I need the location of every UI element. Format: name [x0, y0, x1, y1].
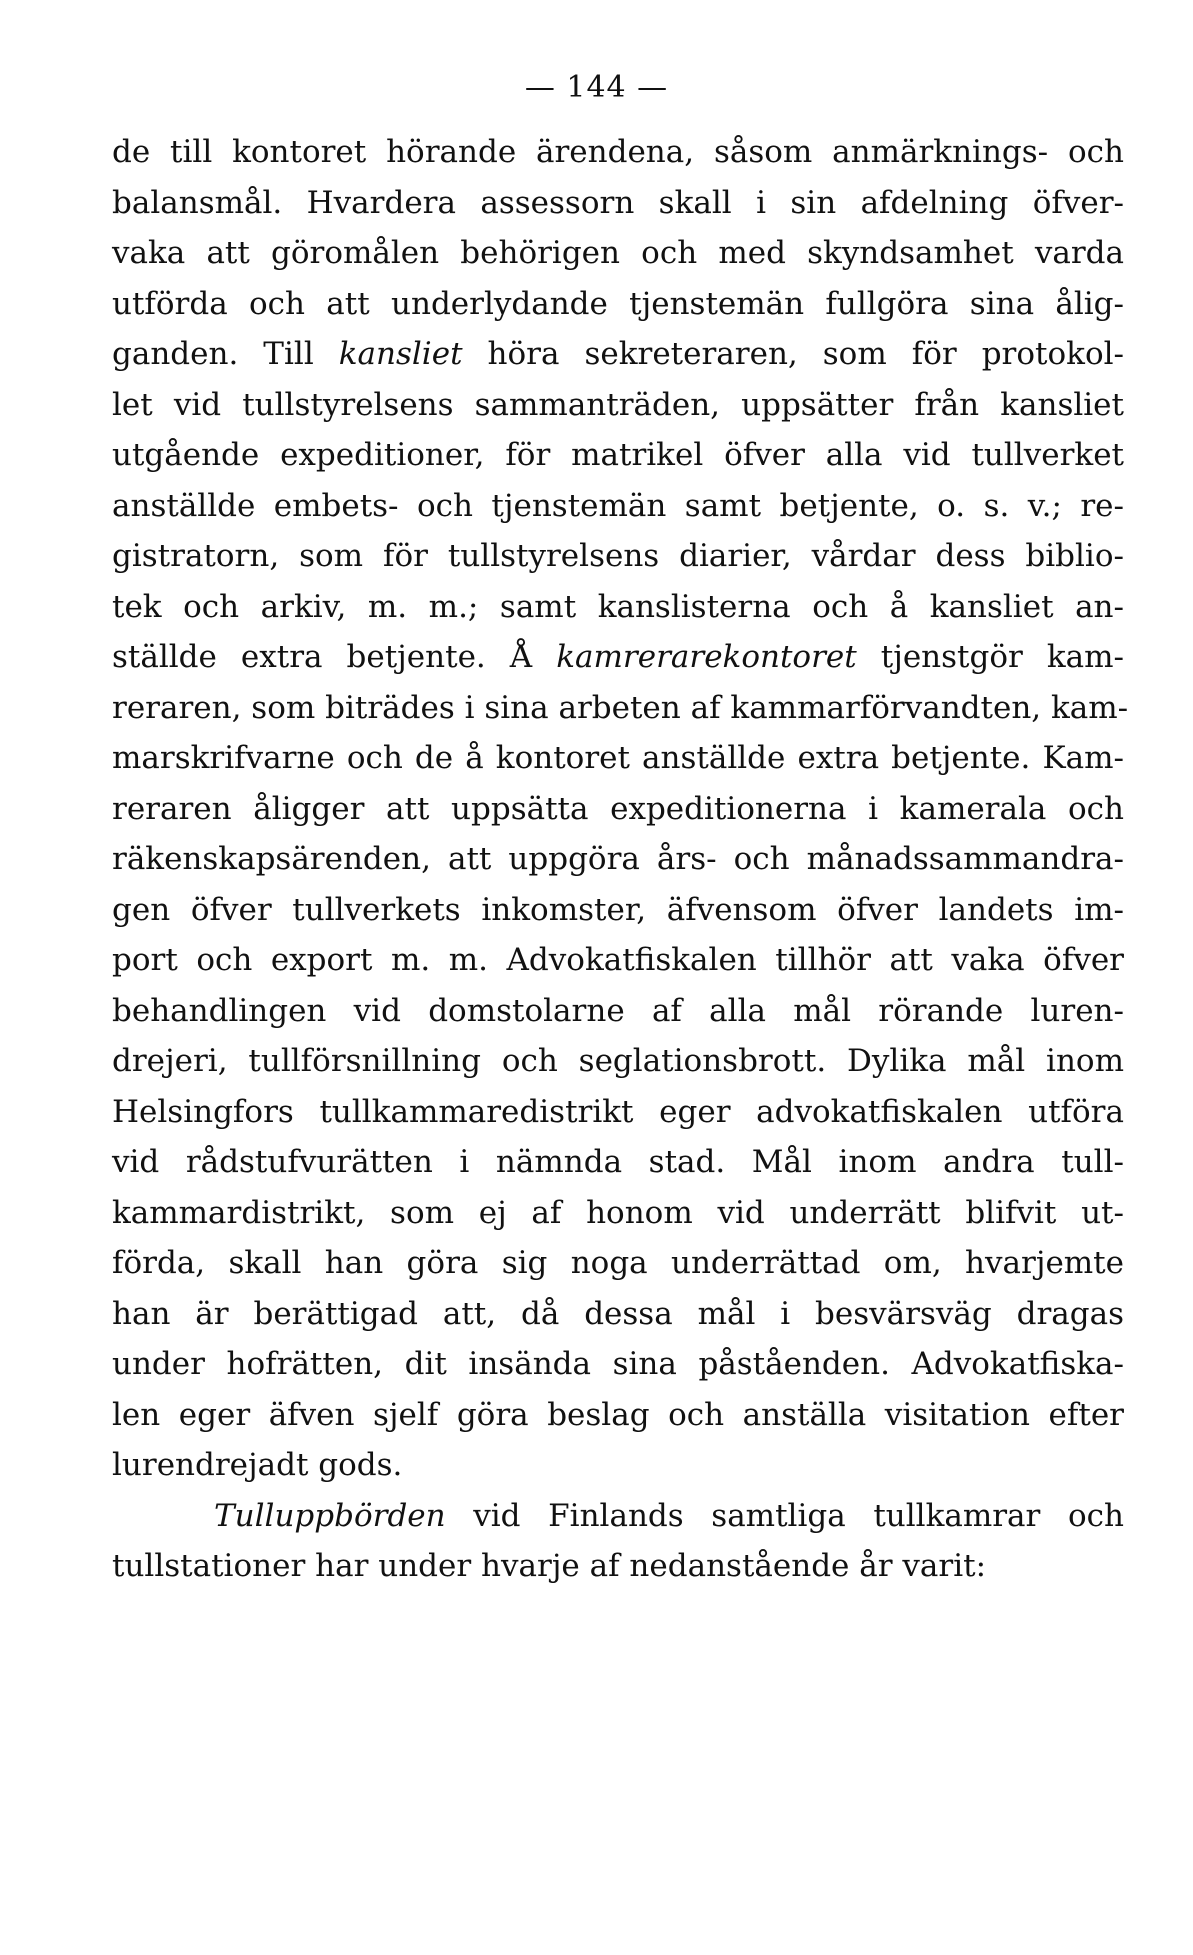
text-segment: vid rådstufvurätten i nämnda stad. Mål inom andra tull-	[112, 1144, 1124, 1180]
text-line	[112, 1440, 1124, 1491]
text-segment: reraren, som biträdes i sina arbeten af kammarförvandten, kam-	[112, 689, 1129, 726]
text-line	[112, 1036, 1124, 1087]
text-line	[112, 1491, 1124, 1542]
text-segment: de till kontoret hörande ärendena, såsom anmärknings- och	[112, 134, 1124, 170]
text-segment: ställde extra betjente. Å	[112, 639, 557, 675]
text-line	[112, 733, 1124, 784]
text-line	[112, 481, 1124, 532]
text-segment: tullstationer har under hvarje af nedanstående år varit:	[112, 1548, 987, 1584]
text-line	[112, 127, 1124, 178]
text-segment: utförda och att underlydande tjenstemän fullgöra sina ålig-	[112, 285, 1124, 322]
text-segment: förda, skall han göra sig noga underrättad om, hvarjemte	[112, 1245, 1124, 1281]
text-line	[112, 380, 1124, 431]
text-line	[112, 531, 1124, 582]
text-line	[112, 1188, 1124, 1239]
text-segment: len eger äfven sjelf göra beslag och anställa visitation efter	[112, 1396, 1124, 1433]
text-segment: anställde embets- och tjenstemän samt betjente, o. s. v.; re-	[112, 487, 1124, 524]
text-segment: gen öfver tullverkets inkomster, äfvensom öfver landets im-	[112, 891, 1124, 928]
text-line	[112, 582, 1124, 633]
text-line	[112, 1339, 1124, 1390]
text-line	[112, 784, 1124, 835]
text-line	[112, 1137, 1124, 1188]
text-line	[112, 279, 1124, 330]
text-segment: gistratorn, som för tullstyrelsens diarier, vårdar dess biblio-	[112, 538, 1124, 574]
text-line	[112, 430, 1124, 481]
text-line	[112, 178, 1124, 229]
text-segment: räkenskapsärenden, att uppgöra års- och månadssammandra-	[112, 841, 1124, 877]
text-line	[112, 1541, 1124, 1592]
italic-term: kamrerarekontoret	[556, 639, 857, 675]
text-line	[112, 683, 1129, 734]
text-line	[112, 1390, 1124, 1441]
text-segment: vaka att göromålen behörigen och med skyndsamhet varda	[112, 235, 1124, 271]
text-segment: drejeri, tullförsnillning och seglationsbrott. Dylika mål inom	[112, 1043, 1124, 1079]
text-segment: let vid tullstyrelsens sammanträden, uppsätter från kansliet	[112, 386, 1124, 423]
text-segment: port och export m. m. Advokatfiskalen tillhör att vaka öfver	[112, 942, 1124, 978]
text-segment: Helsingfors tullkammaredistrikt eger advokatfiskalen utföra	[112, 1093, 1124, 1130]
body-text	[112, 127, 1129, 1592]
text-line	[112, 632, 1124, 683]
text-line	[112, 329, 1124, 380]
text-line	[112, 228, 1124, 279]
text-segment: lurendrejadt gods.	[112, 1447, 403, 1483]
italic-term: Tulluppbörden	[214, 1497, 446, 1534]
text-line	[112, 1289, 1124, 1340]
paragraph-1	[112, 127, 1129, 1491]
text-segment: utgående expeditioner, för matrikel öfver alla vid tullverket	[112, 437, 1124, 473]
text-segment: vid Finlands samtliga tullkamrar och	[445, 1497, 1124, 1534]
text-segment: balansmål. Hvardera assessorn skall i sin afdelning öfver-	[112, 184, 1124, 221]
text-segment: kammardistrikt, som ej af honom vid underrätt blifvit ut-	[112, 1194, 1124, 1231]
text-segment: tjenstgör kam-	[856, 639, 1124, 675]
text-line	[112, 885, 1124, 936]
text-segment: han är berättigad att, då dessa mål i besvärsväg dragas	[112, 1295, 1124, 1332]
text-segment: behandlingen vid domstolarne af alla mål rörande luren-	[112, 992, 1124, 1029]
text-segment: marskrifvarne och de å kontoret anställde extra betjente. Kam-	[112, 740, 1124, 776]
text-segment: ganden. Till	[112, 336, 339, 372]
text-segment: under hofrätten, dit insända sina påståenden. Advokatfiska-	[112, 1346, 1124, 1382]
text-segment: tek och arkiv, m. m.; samt kanslisterna och å kansliet an-	[112, 588, 1124, 625]
paragraph-2	[112, 1491, 1124, 1592]
text-segment: höra sekreteraren, som för protokol-	[462, 336, 1125, 372]
text-line	[112, 935, 1124, 986]
text-line	[112, 1238, 1124, 1289]
page-number: — 144 —	[524, 70, 669, 105]
italic-term: kansliet	[338, 336, 463, 372]
text-line	[112, 834, 1124, 885]
text-line	[112, 986, 1124, 1037]
text-line	[112, 1087, 1124, 1138]
text-segment: reraren åligger att uppsätta expeditionerna i kamerala och	[112, 790, 1124, 827]
